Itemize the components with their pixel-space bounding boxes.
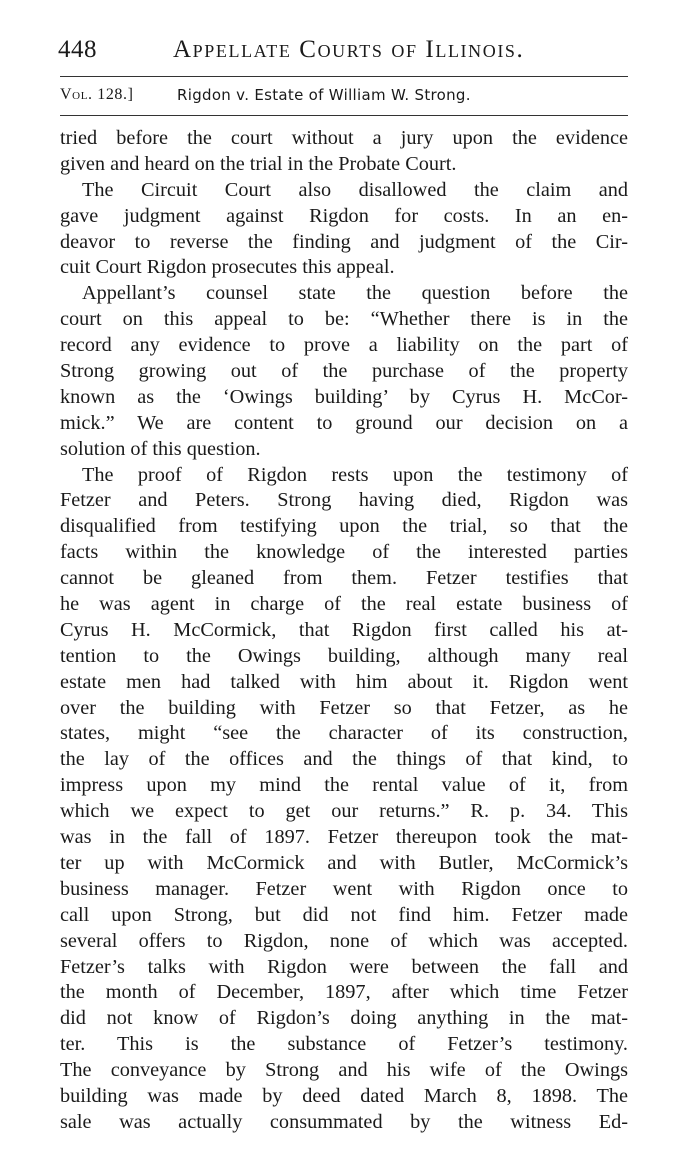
text-line: the lay of the offices and the things of that kind, to [60, 748, 628, 771]
text-line: states, might “see the character of its construction, [60, 722, 628, 745]
text-line: he was agent in charge of the real estate business of [60, 593, 628, 616]
text-line: ter up with McCormick and with Butler, McCormick’s [60, 851, 628, 874]
text-line: several offers to Rigdon, none of which was accepted. [60, 929, 628, 952]
text-line: over the building with Fetzer so that Fetzer, as he [60, 696, 628, 719]
page-title: Appellate Courts of Illinois. [173, 36, 525, 63]
text-line: record any evidence to prove a liability on the part of [60, 334, 628, 357]
text-line: Cyrus H. McCormick, that Rigdon first called his at- [60, 618, 628, 641]
text-line: court on this appeal to be: “Whether there is in the [60, 308, 628, 331]
text-line: mick.” We are content to ground our decision on a [60, 411, 628, 434]
text-line: cannot be gleaned from them. Fetzer testifies that [60, 567, 628, 590]
text-line: was in the fall of 1897. Fetzer thereupon took the mat- [60, 826, 628, 849]
text-line: did not know of Rigdon’s doing anything in the mat- [60, 1007, 628, 1030]
volume-reference: Vol. 128.] [60, 86, 134, 103]
text-line: tried before the court without a jury upon the evidence [60, 127, 628, 149]
text-line: The proof of Rigdon rests upon the testimony of [82, 463, 628, 486]
text-line: call upon Strong, but did not find him. Fetzer made [60, 903, 628, 926]
body-text [60, 126, 628, 1136]
text-line: The conveyance by Strong and his wife of the Owings [60, 1059, 628, 1082]
case-title: Rigdon v. Estate of William W. Strong. [177, 86, 471, 104]
text-line: tention to the Owings building, although many real [60, 644, 628, 667]
text-line: business manager. Fetzer went with Rigdon once to [60, 877, 628, 900]
text-line: the month of December, 1897, after which time Fetzer [60, 981, 628, 1004]
text-line: ter. This is the substance of Fetzer’s testimony. [60, 1033, 628, 1056]
text-line: gave judgment against Rigdon for costs. In an en- [60, 204, 628, 227]
text-line: estate men had talked with him about it. Rigdon went [60, 670, 628, 693]
text-line: cuit Court Rigdon prosecutes this appeal. [60, 256, 395, 279]
text-line: disqualified from testifying upon the trial, so that the [60, 515, 628, 538]
text-line: which we expect to get our returns.” R. p. 34. This [60, 800, 628, 823]
text-line: deavor to reverse the finding and judgment of the Cir- [60, 230, 628, 253]
text-line: building was made by deed dated March 8, 1898. The [60, 1084, 628, 1107]
text-line: sale was actually consummated by the witness Ed- [60, 1110, 628, 1133]
text-line: Appellant’s counsel state the question before the [82, 282, 628, 305]
running-head [58, 36, 628, 70]
header-rule-bottom [60, 115, 628, 116]
text-line: Fetzer and Peters. Strong having died, Rigdon was [60, 489, 628, 512]
text-line: solution of this question. [60, 437, 261, 460]
case-reference-line [60, 86, 620, 108]
header-rule-top [60, 76, 628, 77]
text-line: facts within the knowledge of the interested parties [60, 541, 628, 564]
text-line: known as the ‘Owings building’ by Cyrus H. McCor- [60, 385, 628, 408]
text-line: Fetzer’s talks with Rigdon were between the fall and [60, 955, 628, 978]
page-number: 448 [58, 36, 97, 63]
text-line: The Circuit Court also disallowed the claim and [82, 178, 628, 201]
text-line: Strong growing out of the purchase of the property [60, 360, 628, 383]
text-line: given and heard on the trial in the Probate Court. [60, 152, 457, 175]
text-line: impress upon my mind the rental value of it, from [60, 774, 628, 797]
